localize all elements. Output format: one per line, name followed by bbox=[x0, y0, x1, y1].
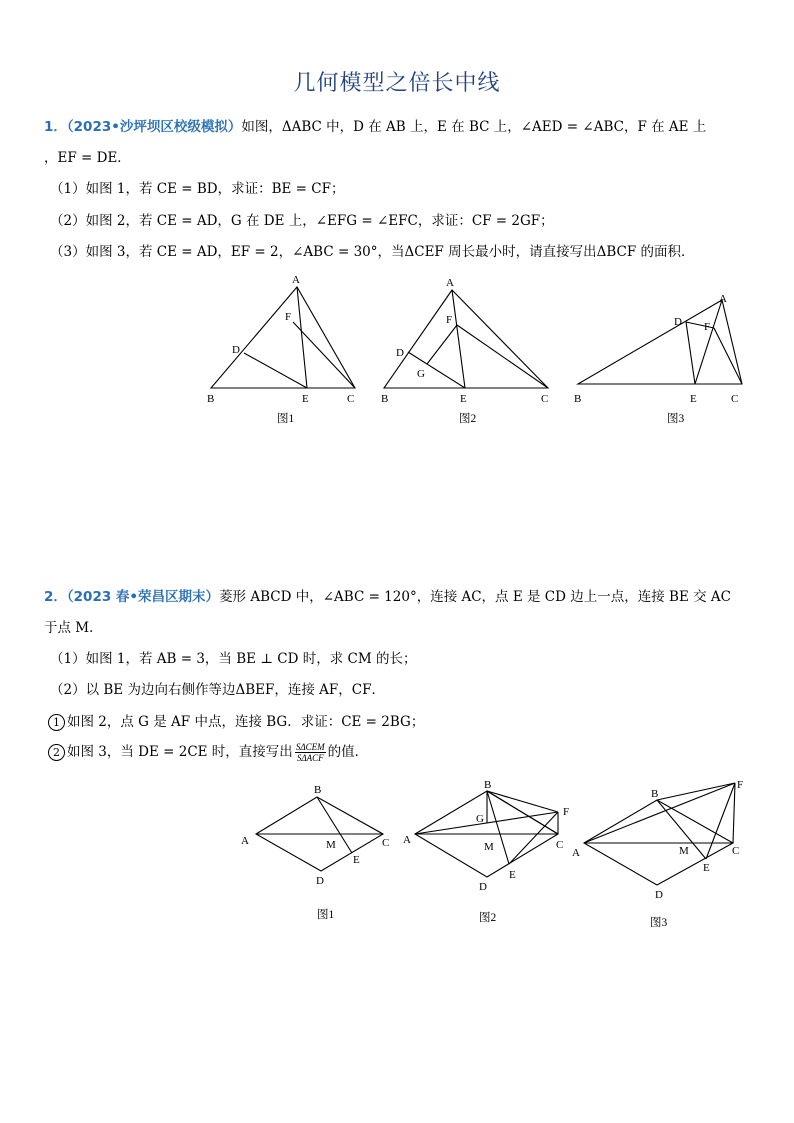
q1-figure-3 bbox=[574, 293, 742, 425]
q2-part1: （1）如图 1，若 AB = 3，当 BE ⊥ CD 时，求 CM 的长； bbox=[50, 651, 417, 667]
q2-sub2-b: 的值． bbox=[327, 744, 369, 760]
q1-part2: （2）如图 2，若 CE = AD，G 在 DE 上，∠EFG = ∠EFC，求证：CF = 2GF； bbox=[50, 213, 554, 229]
q2-fig2-label-B: B bbox=[484, 779, 492, 791]
q1-fig1-caption: 图1 bbox=[277, 413, 295, 425]
q1-number: 1． bbox=[44, 119, 67, 135]
fraction-numerator: SΔCEM bbox=[295, 742, 325, 752]
q2-fig3-label-M: M bbox=[679, 845, 689, 857]
q1-stem-b: ，EF = DE． bbox=[44, 150, 131, 166]
q2-fig2-label-F: F bbox=[563, 806, 570, 818]
q1-fig3-caption: 图3 bbox=[667, 413, 685, 425]
q2-fig3-label-C: C bbox=[732, 845, 740, 857]
q2-figure-2 bbox=[403, 779, 569, 924]
q1-fig2-label-G: G bbox=[417, 368, 425, 380]
q1-part1: （1）如图 1，若 CE = BD，求证：BE = CF； bbox=[50, 181, 345, 197]
q2-figure-3 bbox=[572, 779, 743, 929]
q1-source: （2023•沙坪坝区校级模拟） bbox=[66, 119, 242, 135]
q1-fig3-label-D: D bbox=[674, 316, 682, 328]
q2-figure-1 bbox=[241, 784, 389, 921]
q1-fig1-label-B: B bbox=[207, 393, 215, 405]
q2-fig1-label-B: B bbox=[314, 784, 322, 796]
q2-fig3-label-B: B bbox=[651, 788, 659, 800]
fraction-denominator: SΔACF bbox=[296, 753, 324, 763]
q2-fig2-label-C: C bbox=[556, 839, 564, 851]
q1-fig3-label-B: B bbox=[574, 393, 582, 405]
q1-fig1-label-C: C bbox=[347, 393, 355, 405]
q2-fig1-caption: 图1 bbox=[317, 909, 335, 921]
q2-number: 2． bbox=[44, 589, 67, 605]
q2-sub1: 如图 2，点 G 是 AF 中点，连接 BG．求证：CE = 2BG； bbox=[67, 714, 425, 730]
q2-fig1-label-D: D bbox=[316, 875, 324, 887]
area-ratio-fraction bbox=[295, 742, 326, 763]
q1-fig2-label-A: A bbox=[446, 277, 454, 289]
q1-fig1-label-D: D bbox=[232, 344, 240, 356]
q2-fig3-label-E: E bbox=[703, 862, 710, 874]
q1-fig2-label-D: D bbox=[396, 347, 404, 359]
q1-fig3-label-F: F bbox=[704, 321, 711, 333]
q2-stem-line1 bbox=[44, 588, 731, 606]
q2-part2: （2）以 BE 为边向右侧作等边ΔBEF，连接 AF，CF． bbox=[50, 682, 385, 698]
q2-sub1-line bbox=[48, 713, 424, 731]
q1-fig3-label-A: A bbox=[719, 293, 727, 305]
q1-fig1-label-A: A bbox=[292, 274, 300, 286]
q2-fig3-label-F: F bbox=[737, 779, 744, 791]
q1-fig3-label-C: C bbox=[731, 393, 739, 405]
q2-fig1-label-A: A bbox=[241, 835, 249, 847]
q2-fig2-label-G: G bbox=[476, 813, 484, 825]
q1-fig2-label-E: E bbox=[460, 393, 467, 405]
q2-source: （2023 春•荣昌区期末） bbox=[66, 589, 220, 605]
q2-fig2-caption: 图2 bbox=[479, 912, 497, 924]
q1-fig3-label-E: E bbox=[690, 393, 697, 405]
q2-fig3-caption: 图3 bbox=[650, 917, 668, 929]
q2-fig3-label-A: A bbox=[572, 847, 580, 859]
q2-sub2-line bbox=[48, 742, 368, 763]
q2-fig2-label-A: A bbox=[403, 834, 411, 846]
q1-fig2-label-F: F bbox=[446, 314, 453, 326]
q1-fig2-label-B: B bbox=[381, 393, 389, 405]
q1-stem-a: 如图，ΔABC 中，D 在 AB 上，E 在 BC 上，∠AED = ∠ABC，F 在 AE 上 bbox=[241, 119, 707, 135]
q2-fig2-label-M: M bbox=[484, 841, 494, 853]
q2-fig2-label-E: E bbox=[509, 869, 516, 881]
q2-fig1-label-E: E bbox=[353, 854, 360, 866]
q1-figure-2 bbox=[381, 277, 548, 425]
page-title: 几何模型之倍长中线 bbox=[293, 71, 501, 96]
q1-figure-1 bbox=[207, 274, 355, 425]
q2-sub2-mark: 2 bbox=[48, 744, 65, 761]
q2-sub1-mark: 1 bbox=[48, 714, 65, 731]
q1-fig2-label-C: C bbox=[541, 393, 549, 405]
q2-fig2-label-D: D bbox=[479, 881, 487, 893]
q2-sub2-a: 如图 3，当 DE = 2CE 时，直接写出 bbox=[67, 744, 293, 760]
q2-stem-b: 于点 M． bbox=[44, 620, 103, 636]
q2-fig3-label-D: D bbox=[655, 889, 663, 901]
q1-part3: （3）如图 3，若 CE = AD，EF = 2，∠ABC = 30°，当ΔCEF 周长最小时，请直接写出ΔBCF 的面积． bbox=[50, 244, 695, 260]
q2-stem-a: 菱形 ABCD 中，∠ABC = 120°，连接 AC，点 E 是 CD 边上一点，连接 BE 交 AC bbox=[219, 589, 731, 605]
q1-fig1-label-F: F bbox=[285, 311, 292, 323]
q1-fig2-caption: 图2 bbox=[459, 413, 477, 425]
q2-fig1-label-M: M bbox=[326, 839, 336, 851]
q1-fig1-label-E: E bbox=[302, 393, 309, 405]
q2-fig1-label-C: C bbox=[382, 837, 390, 849]
